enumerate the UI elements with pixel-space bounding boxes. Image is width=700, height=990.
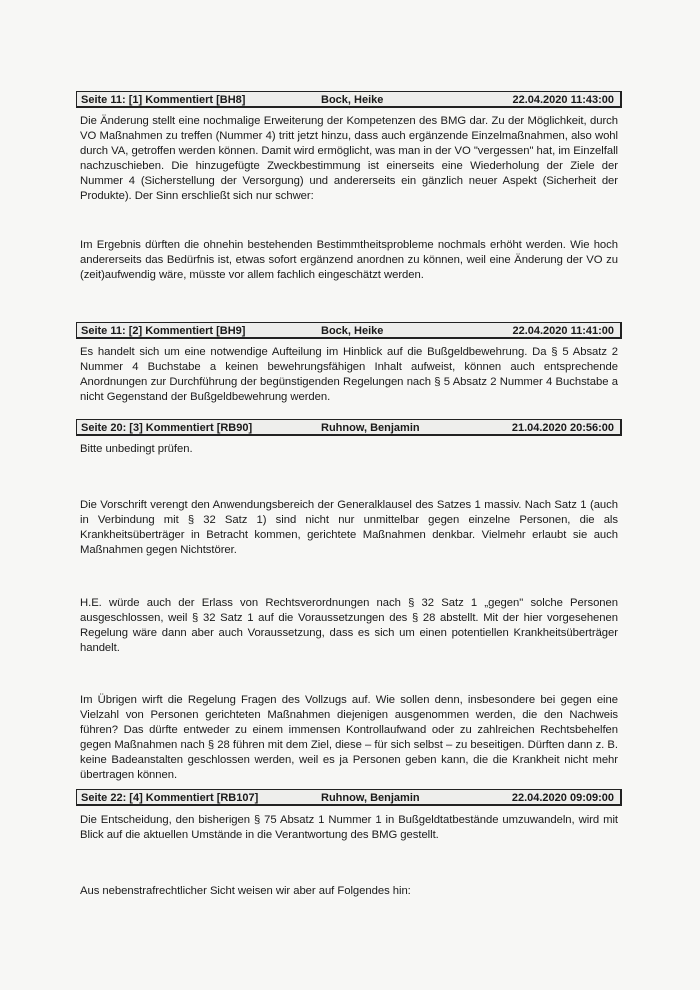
- comment-paragraph: Die Entscheidung, den bisherigen § 75 Absatz 1 Nummer 1 in Bußgeldtatbestände umzuwandeln, wird mit Blick auf die aktuellen Umstände in die Verantwortung des BMG gestellt.: [80, 814, 618, 841]
- comment-author: Ruhnow, Benjamin: [321, 421, 420, 434]
- comment-reference: Seite 20: [3] Kommentiert [RB90]: [81, 421, 253, 434]
- comment-datetime: 22.04.2020 11:41:00: [512, 324, 614, 337]
- comment-paragraph: H.E. würde auch der Erlass von Rechtsverordnungen nach § 32 Satz 1 „gegen" solche Personen ausgeschlossen, weil § 32 Satz 1 auf die Voraussetzungen des § 28 abstellt. Mit der hier vorgesehenen Regelung wäre dann aber auch Voraussetzung, dass es sich um einen potentiellen Krankheitsüberträger handelt.: [80, 597, 618, 654]
- comment-datetime: 22.04.2020 11:43:00: [512, 93, 614, 106]
- comment-paragraph: Im Ergebnis dürften die ohnehin bestehenden Bestimmtheitsprobleme nochmals erhöht werden. Wie hoch andererseits das Bedürfnis ist, etwas sofort ergänzend anordnen zu können, weil eine Änderung der VO zu (zeit)aufwendig wäre, müsste vor allem fachlich eingeschätzt werden.: [80, 239, 618, 281]
- comment-paragraph: Es handelt sich um eine notwendige Aufteilung im Hinblick auf die Bußgeldbewehrung. Da § 5 Absatz 2 Nummer 4 Buchstabe a keinen bewehrungsfähigen Inhalt aufweist, können auch entsprechende Anordnungen zur Durchführung der begünstigenden Regelungen nach § 5 Absatz 2 Nummer 4 Buchstabe a nicht Gegenstand der Bußgeldbewehrung werden.: [80, 346, 618, 403]
- comment-header: [76, 419, 622, 436]
- comment-header: [76, 91, 622, 108]
- comment-author: Ruhnow, Benjamin: [321, 791, 420, 804]
- comment-paragraph: Bitte unbedingt prüfen.: [80, 443, 193, 455]
- comment-reference: Seite 22: [4] Kommentiert [RB107]: [81, 791, 259, 804]
- comment-reference: Seite 11: [2] Kommentiert [BH9]: [81, 324, 246, 337]
- comment-paragraph: Im Übrigen wirft die Regelung Fragen des Vollzugs auf. Wie sollen denn, insbesondere bei gegen eine Vielzahl von Personen gerichteten Maßnahmen diejenigen ausgenommen werden, die den Nachweis führen? Das dürfte entweder zu einem immensen Kontrollaufwand oder zu zahlreichen Rechtsbehelfen gegen Maßnahmen nach § 28 führen mit dem Ziel, diese – für sich selbst – zu beseitigen. Dürften dann z. B. keine Badeanstalten geschlossen werden, weil es ja Personen geben kann, die die Krankheit nicht mehr übertragen können.: [80, 694, 618, 781]
- comment-paragraph: Die Änderung stellt eine nochmalige Erweiterung der Kompetenzen des BMG dar. Zu der Möglichkeit, durch VO Maßnahmen zu treffen (Nummer 4) tritt jetzt hinzu, dass auch ergänzende Einzelmaßnahmen, also wohl durch VA, getroffen werden können. Damit wird ermöglicht, was man in der VO "vergessen" hat, im Einzelfall nachzuschieben. Die hinzugefügte Zweckbestimmung ist einerseits eine Wiederholung der Ziele der Nummer 4 (Sicherstellung der Versorgung) und andererseits ein gänzlich neuer Aspekt (Sicherheit der Produkte). Der Sinn erschließt sich nur schwer:: [80, 115, 618, 202]
- comment-datetime: 22.04.2020 09:09:00: [511, 791, 614, 804]
- comment-author: Bock, Heike: [321, 324, 384, 337]
- comment-paragraph: Aus nebenstrafrechtlicher Sicht weisen wir aber auf Folgendes hin:: [80, 885, 411, 897]
- comment-paragraph: Die Vorschrift verengt den Anwendungsbereich der Generalklausel des Satzes 1 massiv. Nach Satz 1 (auch in Verbindung mit § 32 Satz 1) sind nicht nur unmittelbar gegen einzelne Personen, die als Krankheitsüberträger in Betracht kommen, gerichtete Maßnahmen denkbar. Vielmehr erlaubt sie auch Maßnahmen gegen Nichtstörer.: [80, 499, 618, 556]
- comment-datetime: 21.04.2020 20:56:00: [511, 421, 614, 434]
- comment-author: Bock, Heike: [321, 93, 384, 106]
- comment-header: [76, 789, 622, 806]
- comment-reference: Seite 11: [1] Kommentiert [BH8]: [81, 93, 246, 106]
- comment-header: [76, 322, 622, 339]
